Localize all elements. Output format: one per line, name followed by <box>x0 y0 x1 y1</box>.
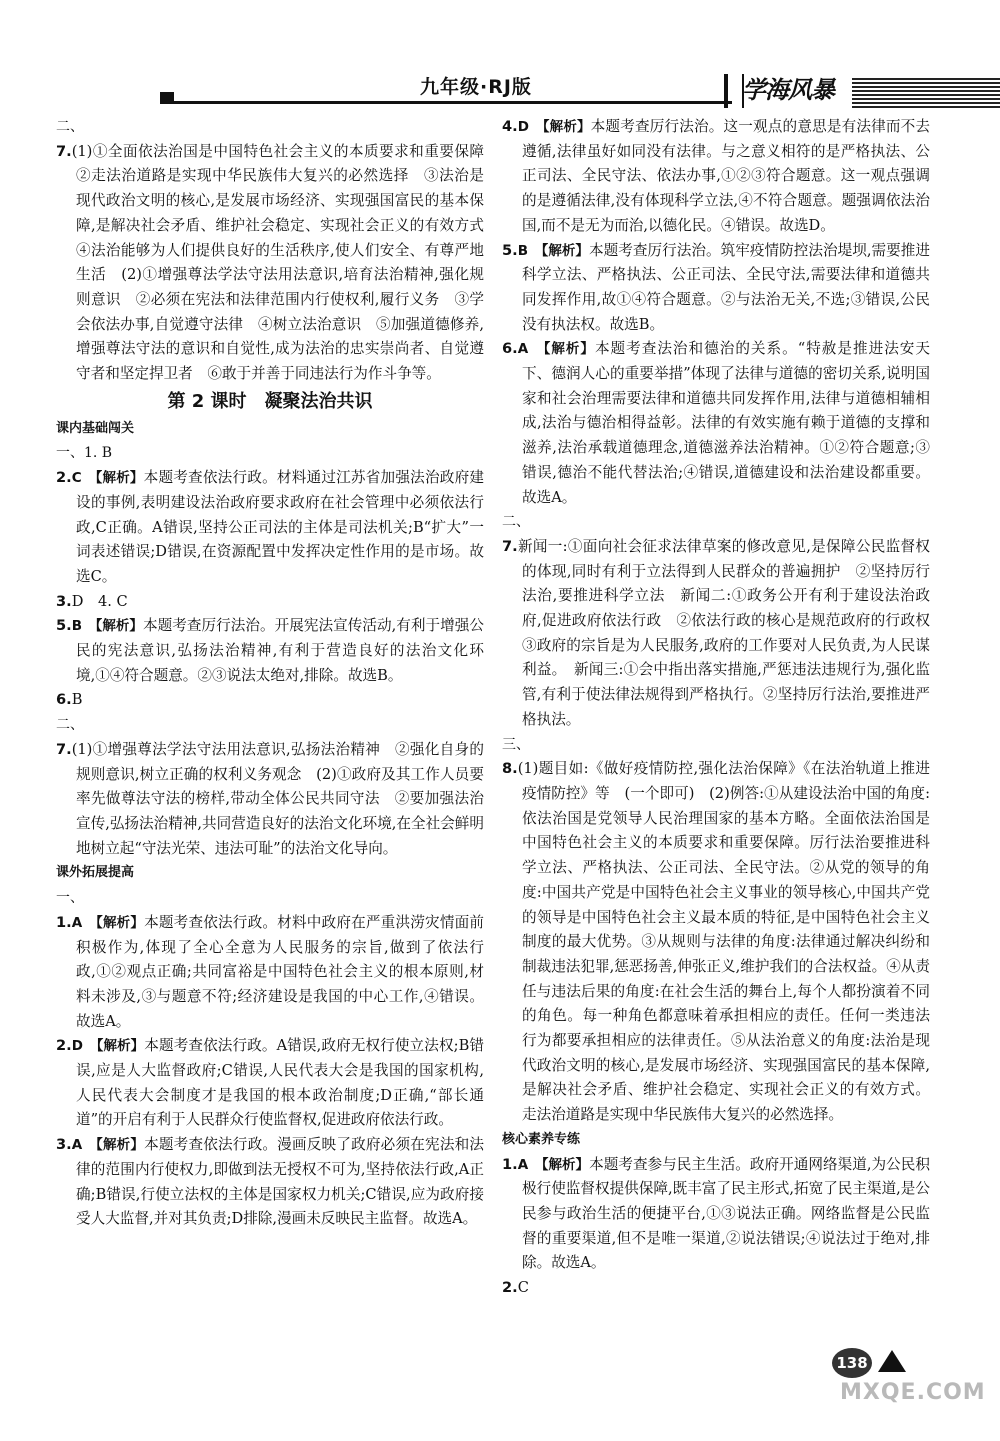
part-label: 二、 <box>56 717 84 734</box>
page-header <box>0 0 1000 110</box>
answer-item <box>56 590 484 615</box>
watermark: MXQE.COM <box>840 1380 986 1405</box>
question-number: 8. <box>502 760 518 778</box>
answer-text: (1)①全面依法治国是中国特色社会主义的本质要求和重要保障 ②走法治道路是实现中华民族伟大复兴的必然选择 ③法治是现代政治文明的核心,是发展市场经济、实现强国富民的基本保障,是解决社会矛盾、维护社会稳定、实现社会正义的有效方式 ④法治能够为人们提供良好的生活秩序,使人们安全、有尊严地生活 (2)①增强尊法学法守法用法意识,培育法治精神,强化规则意识 ②必须在宪法和法律范围内行使权利,履行义务 ③学会依法办事,自觉遵守法律 ④树立法治意识 ⑤加强道德修养,增强尊法守法的意识和自觉性,成为法治的忠实崇尚者、自觉遵守者和坚定捍卫者 ⑥敢于并善于同违法行为作斗争等。 <box>71 142 499 383</box>
answer-item <box>56 738 484 862</box>
question-number: 4. <box>502 118 518 135</box>
answer-text: B <box>71 691 83 709</box>
part-label: 一、 <box>56 890 84 907</box>
header-stripes <box>852 78 1000 108</box>
answer-item <box>56 911 484 1035</box>
part-label: 一、1. B <box>56 445 113 462</box>
answer-text: 本题考查依法行政。漫画反映了政府必须在宪法和法律的范围内行使权力,即做到法无授权不可为,坚持依法行政,A正确;B错误,行使立法权的主体是国家权力机关;C错误,应为政府接受人大监督,并对其负责;D排除,漫画未反映民主监督。故选A。 <box>76 1136 484 1228</box>
answer-text: 本题考查依法行政。材料中政府在严重洪涝灾情面前积极作为,体现了全心全意为人民服务的宗旨,做到了依法行政,①②观点正确;共同富裕是中国特色社会主义的根本原则,材料未涉及,③与题意不符;经济建设是我国的中心工作,④错误。故选A。 <box>76 913 484 1030</box>
header-divider-bars <box>724 74 744 108</box>
left-column <box>56 115 499 1232</box>
part-label: 二、 <box>56 119 84 135</box>
answer-text: C <box>517 1279 529 1297</box>
answer-item <box>56 466 484 590</box>
question-number: 2. <box>502 1279 518 1297</box>
question-number: 7. <box>502 537 518 555</box>
part-label: 二、 <box>502 514 530 531</box>
answer-item <box>502 1153 930 1277</box>
right-column <box>502 115 945 1301</box>
question-number: 2. <box>56 1037 72 1055</box>
answer-text: 本题考查厉行法治。开展宪法宣传活动,有利于增强公民的宪法意识,弘扬法治精神,有利于营造良好的法治文化环境,①④符合题意。②③说法太绝对,排除。故选B。 <box>76 617 484 684</box>
answer-tag: C 【解析】 <box>71 470 144 487</box>
answer-text: 本题考查依法行政。材料通过江苏省加强法治政府建设的事例,表明建设法治政府要求政府在社会管理中必须依法行政,C正确。A错误,坚持公正司法的主体是司法机关;B“扩大”一词表述错误;D错误,在资源配置中发挥决定性作用的是市场。故选C。 <box>76 469 484 585</box>
answer-text: D 4. C <box>71 592 128 610</box>
question-number: 3. <box>56 592 72 610</box>
answer-tag: A 【解析】 <box>71 914 145 931</box>
brand-logo: 学海风暴 <box>742 76 834 104</box>
answer-item <box>56 688 484 713</box>
answer-item <box>56 1034 484 1133</box>
section-heading: 核心素养专练 <box>502 1131 581 1147</box>
question-number: 7. <box>56 740 72 758</box>
answer-tag: B 【解析】 <box>517 242 589 259</box>
question-number: 6. <box>502 340 518 358</box>
section-heading: 课内基础闯关 <box>56 420 135 436</box>
answer-item <box>502 757 930 1128</box>
question-number: 1. <box>56 913 72 931</box>
answer-item <box>502 337 930 510</box>
grade-edition-title: 九年级·RJ版 <box>420 76 532 98</box>
question-number: 7. <box>56 142 72 160</box>
answer-tag: B 【解析】 <box>71 618 143 635</box>
lesson-title: 第 2 课时 凝聚法治共识 <box>167 390 373 412</box>
answer-item <box>502 239 930 338</box>
answer-text: 本题考查法治和德治的关系。“特赦是推进法安天下、德润人心的重要举措”体现了法律与道德的密切关系,说明国家和社会治理需要法律和道德共同发挥作用,法律与道德相辅相成,法治与德治相得益彰。法律的有效实施有赖于道德的支撑和滋养,法治承载道德理念,道德滋养法治精神。①②符合题意;③错误,德治不能代替法治;④错误,道德建设和法治建设都重要。故选A。 <box>522 340 930 506</box>
question-number: 5. <box>56 617 72 635</box>
triangle-icon <box>878 1350 906 1372</box>
page-number: 138 <box>832 1348 872 1378</box>
answer-tag: A 【解析】 <box>517 1156 590 1173</box>
answer-text: (1)①增强尊法学法守法用法意识,弘扬法治精神 ②强化自身的规则意识,树立正确的权利义务观念 (2)①政府及其工作人员要率先做尊法守法的榜样,带动全体公民共同守法 ②要加强法治宣传,弘扬法治精神,共同营造良好的法治文化环境,在全社会鲜明地树立起“守法光荣、违法可耻”的法治文化导向。 <box>71 740 484 857</box>
question-number: 1. <box>502 1155 518 1173</box>
answer-text: 新闻一:①面向社会征求法律草案的修改意见,是保障公民监督权的体现,同时有利于立法得到人民群众的普遍拥护 ②坚持厉行法治,要推进科学立法 新闻二:①政务公开有利于建设法治政府,促进政府依法行政 ②依法行政的核心是规范政府的行政权 ③政府的宗旨是为人民服务,政府的工作要对人民负责,为人民谋利益。 新闻三:①会中指出落实措施,严惩违法违规行为,强化监管,有利于使法律法规得到严格执行。②坚持厉行法治,要推进严格执法。 <box>517 537 945 728</box>
question-number: 3. <box>56 1136 72 1154</box>
question-number: 6. <box>56 691 72 709</box>
answer-text: 本题考查厉行法治。筑牢疫情防控法治堤坝,需要推进科学立法、严格执法、公正司法、全民守法,需要法律和道德共同发挥作用,故①④符合题意。②与法治无关,不选;③错误,公民没有执法权。故选B。 <box>522 241 930 333</box>
section-heading: 课外拓展提高 <box>56 865 135 881</box>
page-footer <box>800 1330 1000 1441</box>
answer-text: (1)题目如:《做好疫情防控,强化法治保障》《在法治轨道上推进疫情防控》等 (一个即可) (2)例答:①从建设法治中国的角度:依法治国是党领导人民治理国家的基本方略。全面依法治国是中国特色社会主义的本质要求和重要保障。厉行法治要推进科学立法、严格执法、公正司法、全民守法。②从党的领导的角度:中国共产党是中国特色社会主义事业的领导核心,中国共产党的领导是中国特色社会主义最本质的特征,是中国特色社会主义制度的最大优势。③从规则与法律的角度:法律通过解决纠纷和制裁违法犯罪,惩恶扬善,伸张正义,维护我们的合法权益。④从责任与违法后果的角度:在社会生活的舞台上,每个人都扮演着不同的角色。每一种角色都意味着承担相应的责任。任何一类违法行为都要承担相应的法律责任。⑤从法治意义的角度:法治是现代政治文明的核心,是发展市场经济、实现强国富民的基本保障,是解决社会矛盾、维护社会稳定、实现社会正义的有效方式。走法治道路是实现中华民族伟大复兴的必然选择。 <box>517 760 930 1124</box>
header-rule <box>172 101 732 104</box>
answer-text: 本题考查依法行政。A错误,政府无权行使立法权;B错误,应是人大监督政府;C错误,人民代表大会是我国的国家机构,人民代表大会制度才是我国的根本政治制度;D正确,“部长通道”的开启有利于人民群众行使监督权,促进政府依法行政。 <box>76 1037 484 1129</box>
answer-text: 本题考查参与民主生活。政府开通网络渠道,为公民积极行使监督权提供保障,既丰富了民主形式,拓宽了民主渠道,是公民参与政治生活的便捷平台,①③说法正确。网络监督是公民监督的重要渠道,但不是唯一渠道,②说法错误;④说法过于绝对,排除。故选A。 <box>522 1155 930 1272</box>
answer-item <box>502 535 945 733</box>
answer-tag: D 【解析】 <box>517 119 591 135</box>
part-label: 三、 <box>502 736 530 753</box>
answer-item <box>56 140 499 387</box>
answer-tag: A 【解析】 <box>517 341 595 358</box>
answer-item <box>502 115 930 239</box>
answer-tag: D 【解析】 <box>71 1038 145 1055</box>
answer-text: 本题考查厉行法治。这一观点的意思是有法律而不去遵循,法律虽好如同没有法律。与之意义相符的是严格执法、公正司法、全民守法、依法办事,①②③符合题意。这一观点强调的是遵循法律,没有体现科学立法,④不符合题意。题强调依法治国,而不是无为而治,以德化民。④错误。故选D。 <box>522 118 930 234</box>
answer-item <box>56 1133 484 1232</box>
question-number: 5. <box>502 241 518 259</box>
answer-item <box>56 614 484 688</box>
answer-item <box>502 1276 930 1301</box>
question-number: 2. <box>56 469 72 487</box>
answer-tag: A 【解析】 <box>71 1137 145 1154</box>
